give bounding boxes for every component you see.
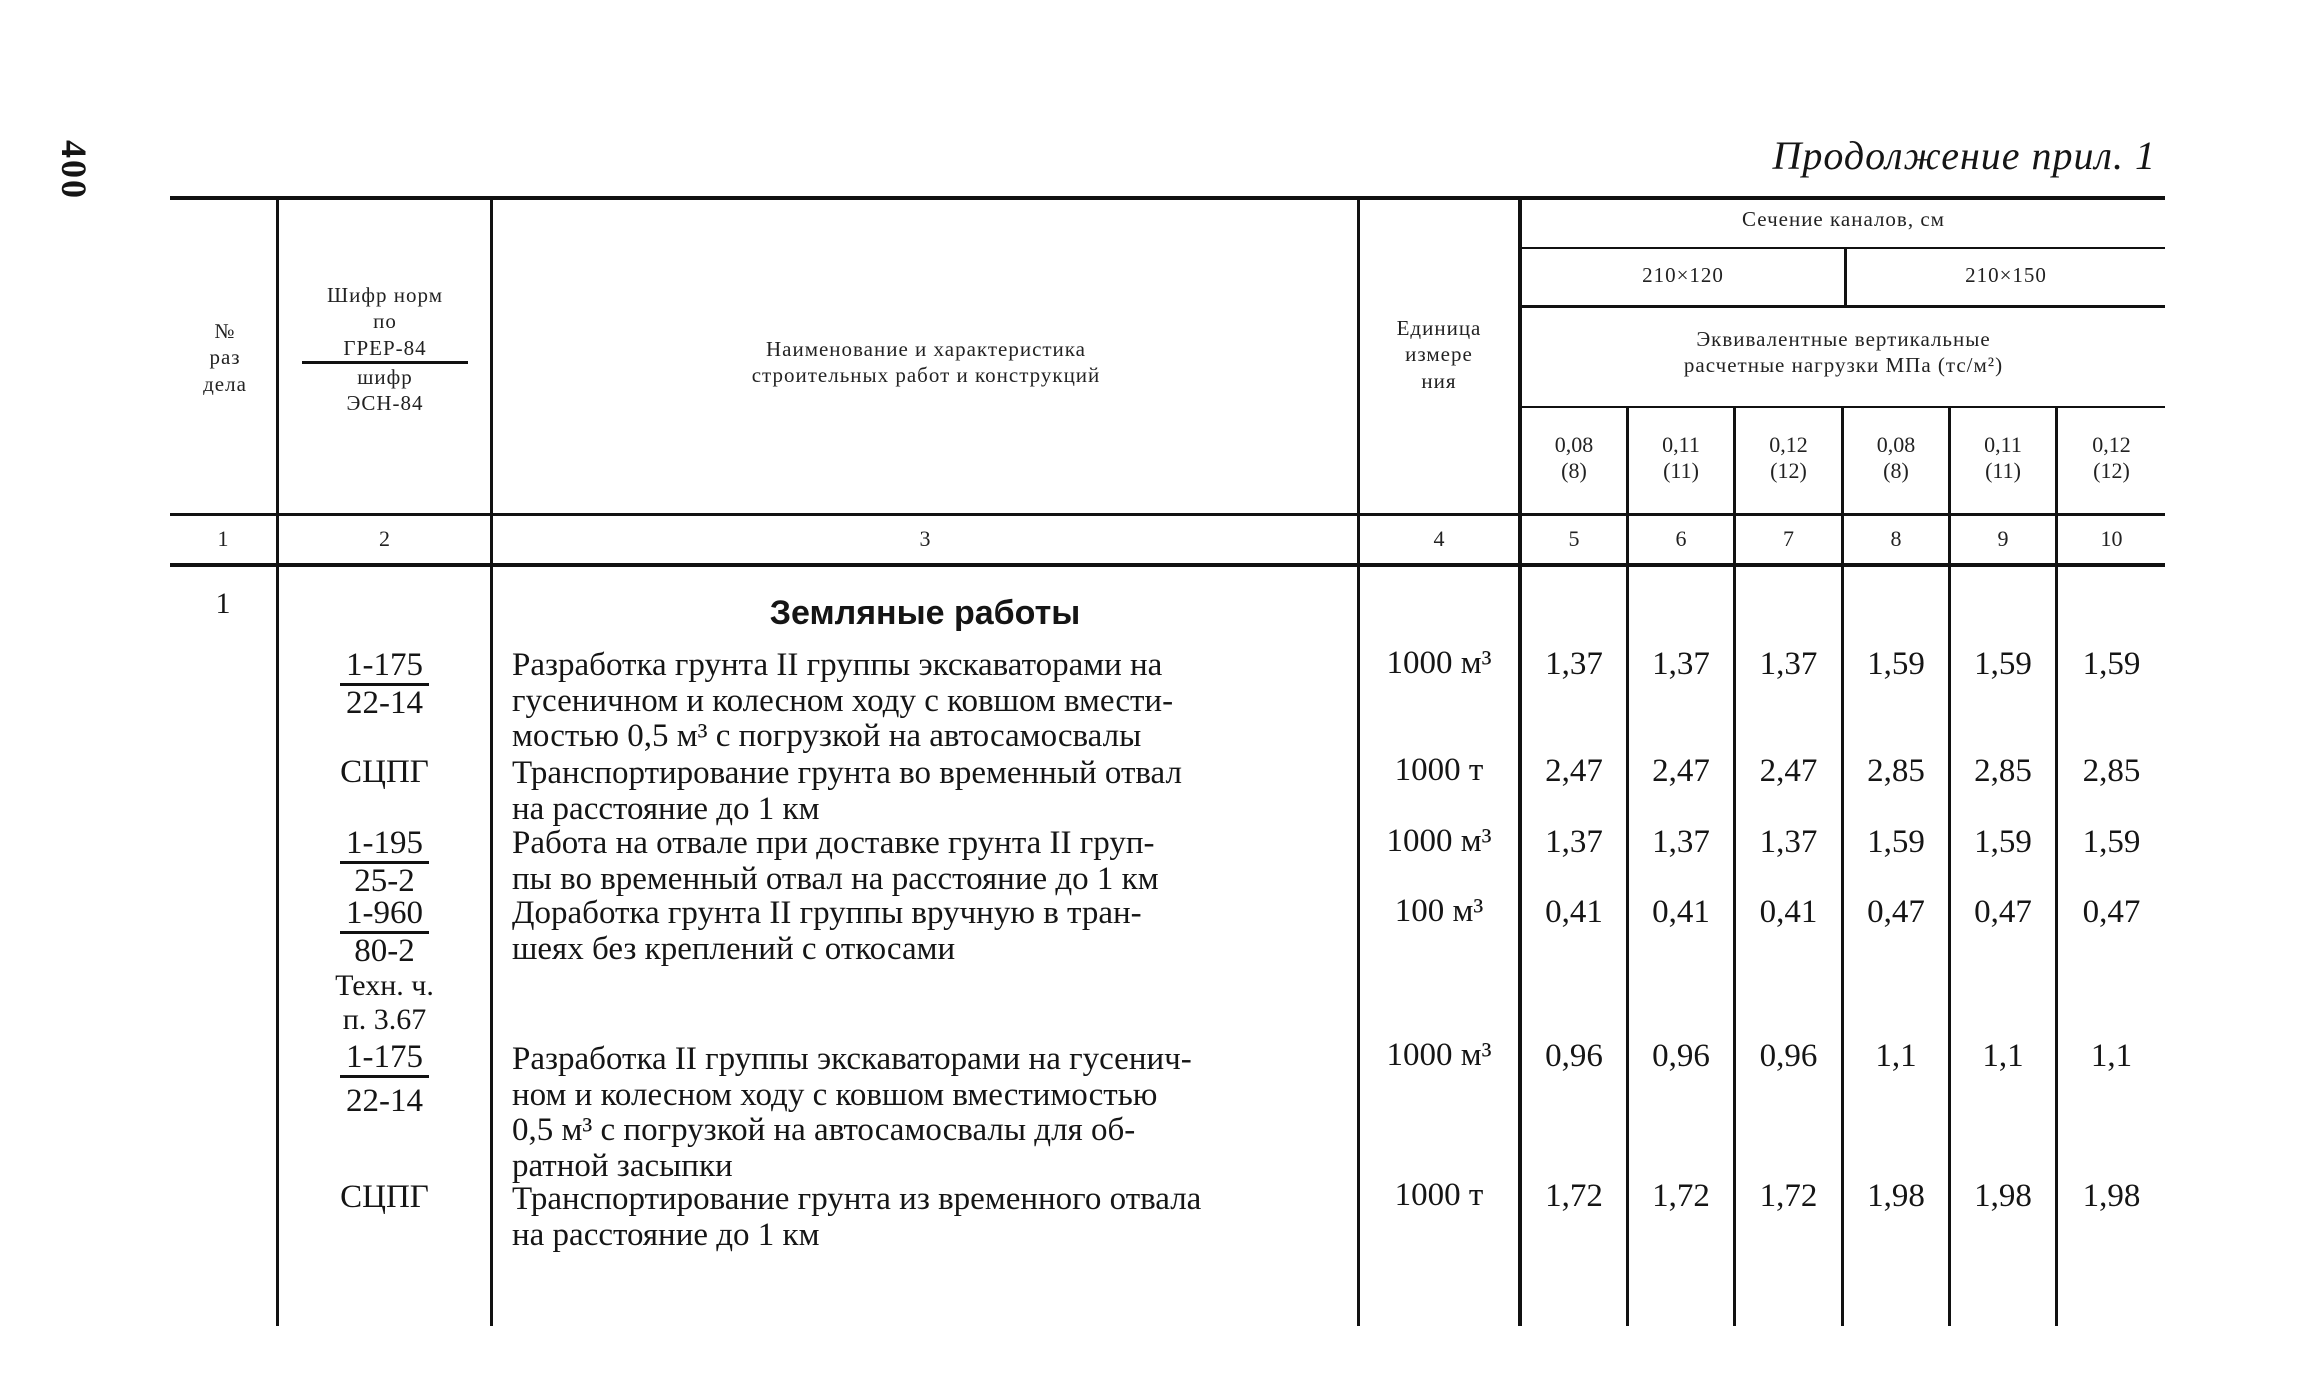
value-cell: 1,59	[1867, 646, 1925, 682]
header-unit: Единица измере ния	[1396, 316, 1482, 393]
col-number: 7	[1783, 526, 1794, 551]
value-cell: 2,85	[2082, 753, 2141, 789]
value-cell: 0,47	[2082, 894, 2141, 930]
value-cell: 1,59	[1974, 646, 2032, 682]
work-description: Доработка грунта II группы вручную в тран- шеях без креплений с откосами	[512, 895, 1142, 967]
value-cell: 2,85	[1867, 753, 1925, 789]
value-cell: 2,47	[1759, 753, 1818, 789]
header-section-210x120: 210×120	[1642, 263, 1724, 287]
col-number: 2	[379, 526, 390, 551]
value-cell: 0,41	[1652, 894, 1710, 930]
value-cell: 1,98	[1867, 1178, 1925, 1214]
value-cell: 0,47	[1974, 894, 2032, 930]
value-cell: 1,1	[2090, 1038, 2133, 1074]
norm-code: СЦПГ	[340, 1179, 429, 1215]
col-number: 8	[1890, 526, 1902, 551]
header-load-col-5: 0,08 (8)	[1554, 432, 1594, 484]
value-cell: 2,47	[1652, 753, 1710, 789]
value-cell: 1,59	[1867, 824, 1925, 860]
value-cell: 1,37	[1652, 646, 1710, 682]
value-cell: 1,59	[1974, 824, 2032, 860]
header-work-name: Наименование и характеристика строительных работ и конструкций	[751, 337, 1101, 388]
value-cell: 1,37	[1652, 824, 1710, 860]
col-number: 10	[2100, 526, 2123, 551]
value-cell: 0,41	[1759, 894, 1818, 930]
section-title: Земляные работы	[769, 594, 1081, 632]
header-loads: Эквивалентные вертикальные расчетные нагрузки МПа (тс/м²)	[1683, 327, 2004, 378]
work-description: Транспортирование грунта во временный отвал на расстояние до 1 км	[512, 755, 1182, 827]
value-cell: 1,37	[1545, 824, 1603, 860]
col-number: 9	[1997, 526, 2009, 551]
header-load-col-9: 0,11 (11)	[1984, 432, 2022, 484]
value-cell: 0,96	[1759, 1038, 1818, 1074]
value-cell: 1,59	[2082, 646, 2141, 682]
work-description: Разработка грунта II группы экскаваторами на гусеничном и колесном ходу с ковшом вмести- мостью 0,5 м³ с погрузкой на автосамосвалы	[512, 647, 1174, 755]
header-norm-code: Шифр норм по ГРЕР-84 шифр ЭСН-84	[280, 282, 490, 416]
value-cell: 1,72	[1545, 1178, 1603, 1214]
value-cell: 2,85	[1974, 753, 2032, 789]
value-cell: 0,96	[1652, 1038, 1710, 1074]
value-cell: 2,47	[1545, 753, 1603, 789]
col-number: 3	[919, 526, 931, 551]
work-description: Разработка II группы экскаваторами на гусенич- ном и колесном ходу с ковшом вместимостью 0,5 м³ с погрузкой на автосамосвалы для об- ратной засыпки	[512, 1041, 1192, 1184]
value-cell: 1,72	[1759, 1178, 1818, 1214]
header-load-col-8: 0,08 (8)	[1876, 432, 1916, 484]
col-number: 6	[1675, 526, 1687, 551]
norm-code: СЦПГ	[340, 754, 429, 790]
work-description: Работа на отвале при доставке грунта II груп- пы во временный отвал на расстояние до 1 км	[512, 825, 1159, 897]
continuation-caption: Продолжение прил. 1	[1772, 133, 2156, 178]
norm-code: $\frac{1-175}{22-14}$	[279, 1040, 490, 1119]
value-cell: 1,1	[1982, 1038, 2024, 1074]
col-number: 1	[217, 526, 229, 551]
unit: 1000 т	[1394, 752, 1484, 788]
value-cell: 1,98	[1974, 1178, 2032, 1214]
norm-code: $\frac{1-175}{22-14}$	[279, 648, 490, 721]
col-number: 5	[1568, 526, 1580, 551]
section-number: 1	[215, 587, 231, 620]
work-description: Транспортирование грунта из временного отвала на расстояние до 1 км	[512, 1181, 1202, 1253]
header-section-number: № раз дела	[203, 319, 247, 396]
value-cell: 0,96	[1545, 1038, 1603, 1074]
value-cell: 0,41	[1545, 894, 1603, 930]
unit: 1000 м³	[1386, 645, 1492, 681]
value-cell: 0,47	[1867, 894, 1925, 930]
value-cell: 1,37	[1759, 824, 1818, 860]
value-cell: 1,72	[1652, 1178, 1710, 1214]
value-cell: 1,37	[1759, 646, 1818, 682]
unit: 1000 м³	[1386, 1037, 1492, 1073]
header-load-col-7: 0,12 (12)	[1769, 432, 1808, 484]
header-section-210x150: 210×150	[1965, 263, 2047, 287]
value-cell: 1,59	[2082, 824, 2141, 860]
value-cell: 1,98	[2082, 1178, 2141, 1214]
norm-code: $\frac{1-960}{80-2}$ Техн. ч. п. 3.67	[335, 895, 434, 1037]
unit: 1000 т	[1394, 1177, 1484, 1213]
page-number: 400	[54, 140, 94, 200]
unit: 1000 м³	[1386, 823, 1492, 859]
norm-code: $\frac{1-195}{25-2}$	[279, 826, 490, 899]
unit: 100 м³	[1394, 893, 1484, 929]
header-load-col-6: 0,11 (11)	[1662, 432, 1700, 484]
value-cell: 1,37	[1545, 646, 1603, 682]
value-cell: 1,1	[1875, 1038, 1917, 1074]
header-load-col-10: 0,12 (12)	[2092, 432, 2131, 484]
header-channel-section: Сечение каналов, см	[1742, 207, 1945, 231]
col-number: 4	[1433, 526, 1445, 551]
